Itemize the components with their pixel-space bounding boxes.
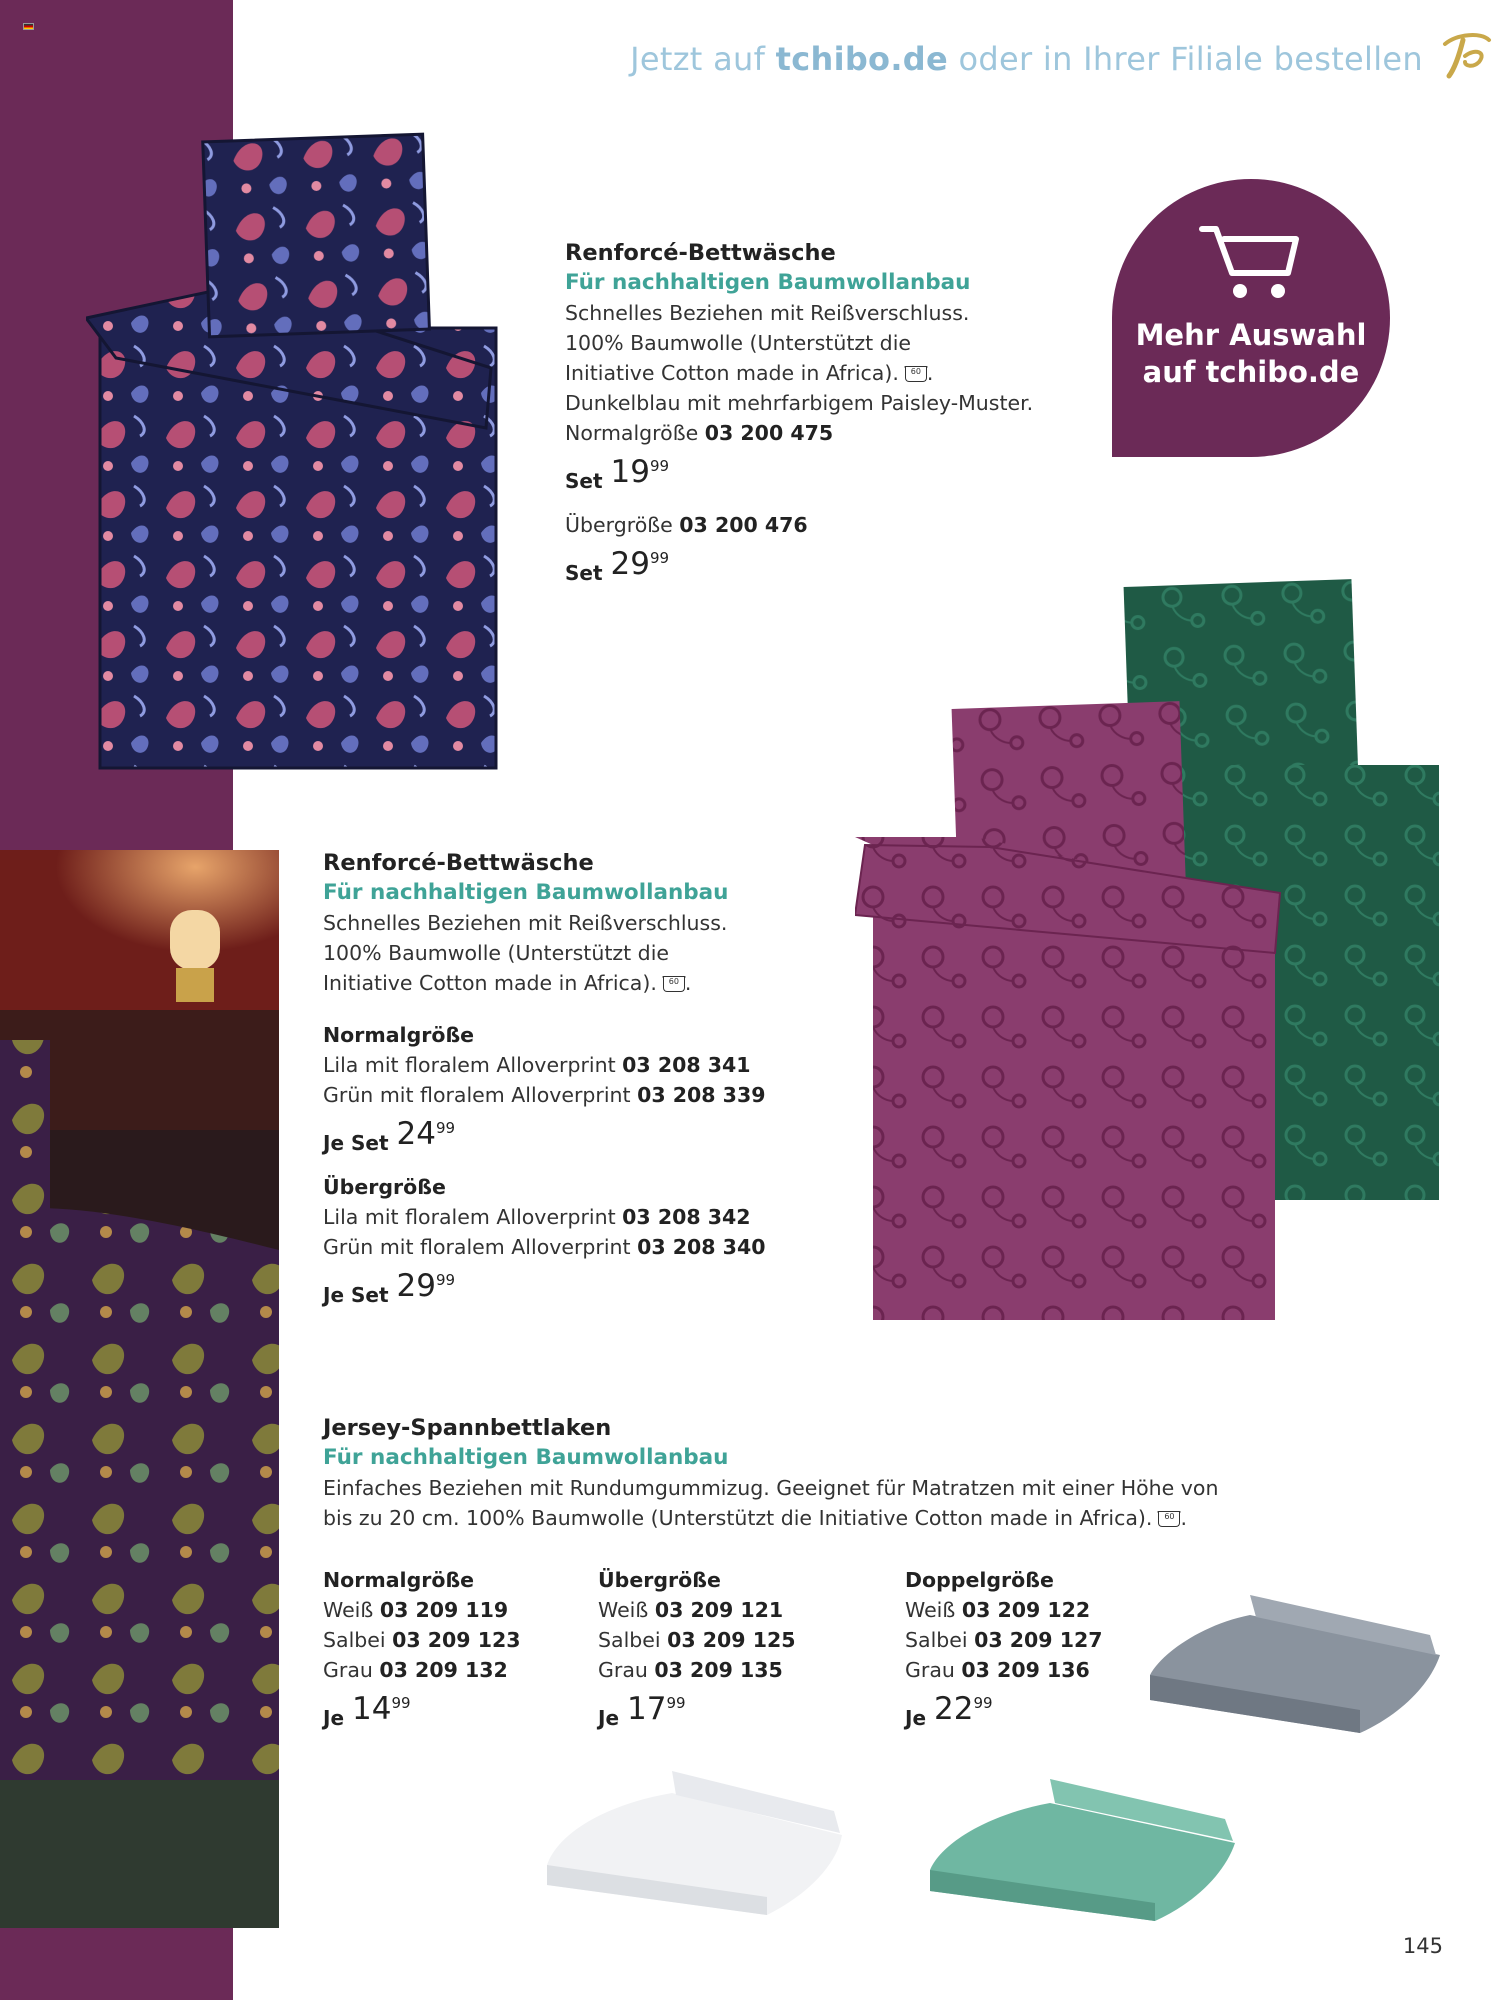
product-subtitle: Für nachhaltigen Baumwollanbau <box>565 270 971 295</box>
article-number: 03 208 340 <box>637 1235 766 1259</box>
wash-60-icon: 60 <box>1158 1511 1180 1527</box>
salbei-sheet-image <box>925 1755 1245 1935</box>
variant-label: Weiß <box>323 1598 380 1622</box>
navy-paisley-bedding-image <box>86 128 506 778</box>
shopping-cart-icon <box>1198 223 1302 303</box>
variant-label: Salbei <box>598 1628 668 1652</box>
white-sheet-image <box>542 1745 852 1925</box>
tchibo-logo-icon <box>1435 22 1495 82</box>
variant-label: Grau <box>323 1658 380 1682</box>
header-tagline <box>630 40 1423 78</box>
size-heading: Doppelgröße <box>905 1568 1054 1592</box>
price-normal <box>323 1114 765 1158</box>
badge-line-1: Mehr Auswahl <box>1135 318 1367 352</box>
article-number: 03 209 122 <box>961 1598 1091 1622</box>
price-euros: 17 <box>627 1691 667 1727</box>
variant-label: Salbei <box>905 1628 975 1652</box>
variant-label: Lila mit floralem Alloverprint <box>323 1205 623 1229</box>
variant-label: Grün mit floralem Alloverprint <box>323 1083 638 1107</box>
product-title: Renforcé-Bettwäsche <box>565 240 836 266</box>
price-cents: 99 <box>649 457 670 475</box>
article-number: 03 209 119 <box>379 1598 509 1622</box>
size-column-double <box>905 1565 1103 1733</box>
price <box>323 1689 521 1733</box>
variant-label: Salbei <box>323 1628 393 1652</box>
variant-label: Weiß <box>598 1598 655 1622</box>
variant-label: Grau <box>598 1658 655 1682</box>
price-label: Je <box>905 1706 927 1730</box>
product-desc-line: Initiative Cotton made in Africa). <box>565 361 899 385</box>
article-number: 03 208 339 <box>637 1083 766 1107</box>
header-brand-link[interactable]: tchibo.de <box>775 40 949 78</box>
grey-sheet-image <box>1140 1565 1450 1745</box>
size-column-normal <box>323 1565 521 1733</box>
price-cents: 99 <box>973 1694 993 1712</box>
article-number: 03 208 342 <box>622 1205 751 1229</box>
product-subtitle: Für nachhaltigen Baumwollanbau <box>323 1445 729 1470</box>
product-subtitle: Für nachhaltigen Baumwollanbau <box>323 880 729 905</box>
product-title: Jersey-Spannbettlaken <box>323 1415 612 1441</box>
article-number: 03 208 341 <box>622 1053 751 1077</box>
variant-label: Grün mit floralem Alloverprint <box>323 1235 638 1259</box>
price-normal <box>565 452 1033 496</box>
product-desc-line: 100% Baumwolle (Unterstützt die <box>323 941 669 965</box>
product-navy-bedding: Renforcé-Bettwäsche Für nachhaltigen Baumwollanbau Schnelles Beziehen mit Reißverschluss. 100% Baumwolle (Unterstützt die Initiative Cotton made in Africa). 60 . Dunkelblau mit mehrfarbigem Paisley-Muster. Normalgröße 03 200 475 Set 19 99 Übergröße 03 200 476 Set 29 99 <box>565 238 1033 588</box>
article-number: 03 200 475 <box>704 421 834 445</box>
size-heading: Normalgröße <box>323 1568 475 1592</box>
size-heading: Übergröße <box>598 1568 721 1592</box>
price-euros: 29 <box>396 1268 436 1304</box>
price-euros: 22 <box>934 1691 974 1727</box>
product-jersey-sheet: Jersey-Spannbettlaken Für nachhaltigen Baumwollanbau Einfaches Beziehen mit Rundumgummizug. Geeignet für Matratzen mit einer Höhe von bis zu 20 cm. 100% Baumwolle (Unterstützt die Initiative Cotton made in Africa). 60 . <box>323 1415 1219 1530</box>
product-desc-line: Schnelles Beziehen mit Reißverschluss. <box>565 301 970 325</box>
article-number: 03 209 127 <box>974 1628 1103 1652</box>
price-label: Je <box>323 1706 345 1730</box>
price-euros: 29 <box>610 546 650 582</box>
price-label: Je Set <box>323 1283 389 1307</box>
variant-label: Weiß <box>905 1598 962 1622</box>
price <box>598 1689 796 1733</box>
variant-label: Lila mit floralem Alloverprint <box>323 1053 623 1077</box>
article-number: 03 209 136 <box>961 1658 1090 1682</box>
product-desc-line: Dunkelblau mit mehrfarbigem Paisley-Muster. <box>565 391 1034 415</box>
header-suffix: oder in Ihrer Filiale bestellen <box>948 40 1423 78</box>
price-euros: 14 <box>352 1691 392 1727</box>
wash-60-icon: 60 <box>905 366 927 382</box>
price-euros: 19 <box>610 454 650 490</box>
product-desc-line: Initiative Cotton made in Africa). <box>323 971 657 995</box>
bedroom-lifestyle-image <box>0 850 279 1928</box>
size-column-over <box>598 1565 796 1733</box>
price-over <box>323 1266 765 1310</box>
article-number: 03 209 132 <box>379 1658 508 1682</box>
article-number: 03 209 135 <box>654 1658 783 1682</box>
size-heading: Normalgröße <box>323 1023 475 1047</box>
price-label: Je Set <box>323 1131 389 1155</box>
badge-line-2: auf tchibo.de <box>1142 355 1360 389</box>
product-title: Renforcé-Bettwäsche <box>323 850 594 876</box>
lila-green-bedding-image <box>855 575 1445 1330</box>
article-number: 03 209 123 <box>392 1628 521 1652</box>
product-desc-line: Schnelles Beziehen mit Reißverschluss. <box>323 911 728 935</box>
product-desc-line: Einfaches Beziehen mit Rundumgummizug. Geeignet für Matratzen mit einer Höhe von <box>323 1476 1219 1500</box>
price <box>905 1689 1103 1733</box>
price-euros: 24 <box>396 1116 436 1152</box>
article-number: 03 209 125 <box>667 1628 796 1652</box>
price-cents: 99 <box>435 1271 456 1289</box>
price-cents: 99 <box>666 1694 686 1712</box>
price-label: Set <box>565 469 603 493</box>
product-desc-line: 100% Baumwolle (Unterstützt die <box>565 331 911 355</box>
price-label: Je <box>598 1706 620 1730</box>
size-label: Normalgröße <box>565 421 705 445</box>
article-number: 03 200 476 <box>679 513 808 537</box>
product-floral-bedding: Renforcé-Bettwäsche Für nachhaltigen Baumwollanbau Schnelles Beziehen mit Reißverschluss. 100% Baumwolle (Unterstützt die Initiative Cotton made in Africa). 60 . Normalgröße Lila mit floralem Alloverprint 03 208 341 Grün mit floralem Alloverprint 03 208 339 Je Set 24 99 Übergröße Lila mit floralem Alloverprint 03 208 342 Grün mit floralem Alloverprint 03 208 340 Je Set 29 99 <box>323 848 765 1310</box>
product-desc-line: bis zu 20 cm. 100% Baumwolle (Unterstützt die Initiative Cotton made in Africa). <box>323 1506 1153 1530</box>
wash-60-icon: 60 <box>663 976 685 992</box>
price-cents: 99 <box>649 549 670 567</box>
price-label: Set <box>565 561 603 585</box>
article-number: 03 209 121 <box>654 1598 784 1622</box>
variant-label: Grau <box>905 1658 962 1682</box>
size-label: Übergröße <box>565 513 680 537</box>
size-heading: Übergröße <box>323 1175 446 1199</box>
language-flag-icon[interactable] <box>23 23 34 30</box>
price-cents: 99 <box>435 1119 456 1137</box>
header-prefix: Jetzt auf <box>630 40 776 78</box>
more-selection-badge[interactable] <box>1112 179 1390 457</box>
page-number: 145 <box>1402 1934 1443 1958</box>
price-cents: 99 <box>391 1694 411 1712</box>
